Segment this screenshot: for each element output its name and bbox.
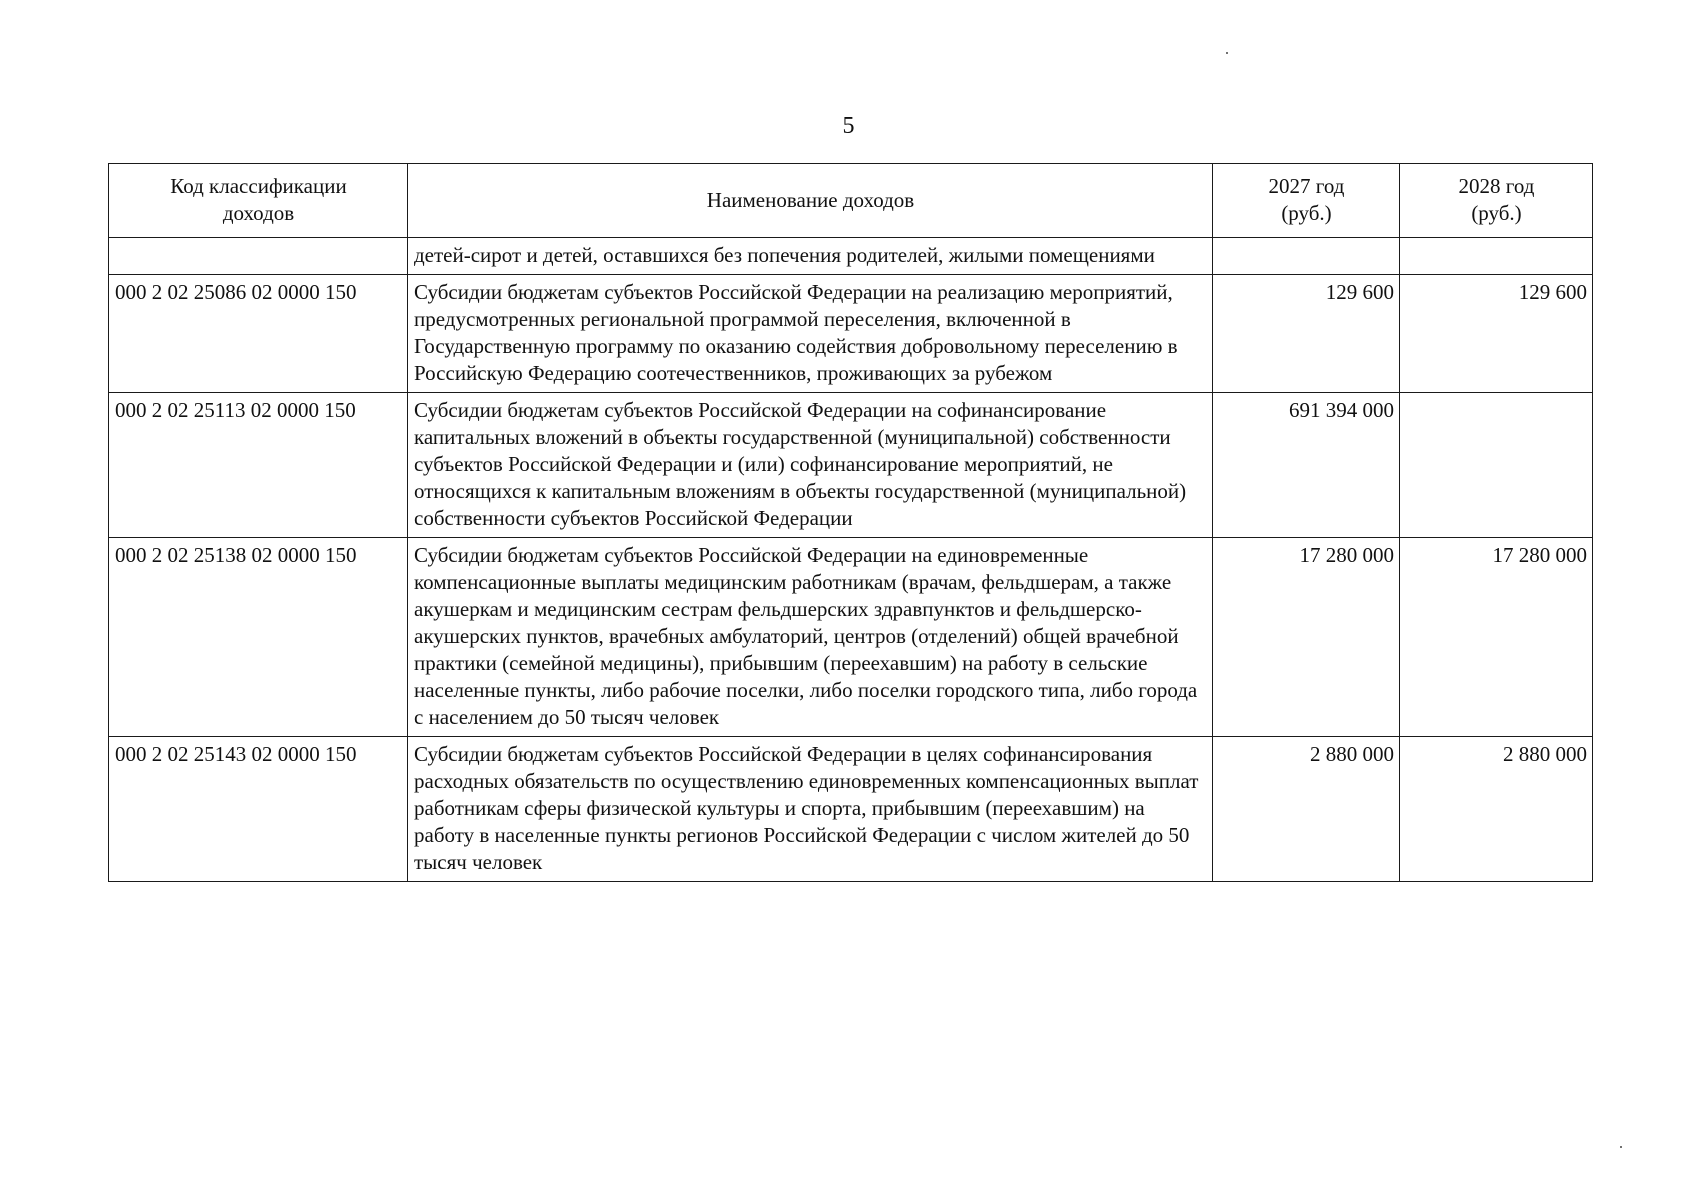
- table-row: [109, 238, 1593, 275]
- revenue-name: Субсидии бюджетам субъектов Российской Федерации на реализацию мероприятий, предусмотренных региональной программой переселения, включенной в Государственную программу по оказанию содействия добровольному переселению в Российскую Федерацию соотечественников, проживающих за рубежом: [408, 275, 1213, 393]
- table-row: [109, 393, 1593, 538]
- amount-2027: 129 600: [1213, 275, 1400, 393]
- revenue-name: детей-сирот и детей, оставшихся без попечения родителей, жилыми помещениями: [408, 238, 1213, 275]
- revenue-table: [108, 163, 1593, 882]
- table-header-row: [109, 164, 1593, 238]
- amount-2028: 129 600: [1400, 275, 1593, 393]
- header-code: [109, 164, 408, 238]
- amount-2028: 2 880 000: [1400, 737, 1593, 882]
- amount-2027: [1213, 238, 1400, 275]
- table-row: [109, 737, 1593, 882]
- header-year-2027: [1213, 164, 1400, 238]
- header-unit-line: (руб.): [1281, 201, 1332, 225]
- table-row: [109, 275, 1593, 393]
- amount-2027: 2 880 000: [1213, 737, 1400, 882]
- revenue-name: Субсидии бюджетам субъектов Российской Федерации на единовременные компенсационные выплаты медицинским работникам (врачам, фельдшерам, а также акушеркам и медицинским сестрам фельдшерских здравпунктов и фельдшерско-акушерских пунктов, врачебных амбулаторий, центров (отделений) общей врачебной практики (семейной медицины), прибывшим (переехавшим) на работу в сельские населенные пункты, либо рабочие поселки, либо поселки городского типа, либо города с населением до 50 тысяч человек: [408, 538, 1213, 737]
- classification-code: 000 2 02 25086 02 0000 150: [109, 275, 408, 393]
- header-name: Наименование доходов: [408, 164, 1213, 238]
- header-year-2028: [1400, 164, 1593, 238]
- header-year-line: 2027 год: [1268, 174, 1345, 198]
- revenue-name: Субсидии бюджетам субъектов Российской Федерации в целях софинансирования расходных обязательств по осуществлению единовременных компенсационных выплат работникам сферы физической культуры и спорта, прибывшим (переехавшим) на работу в населенные пункты регионов Российской Федерации с числом жителей до 50 тысяч человек: [408, 737, 1213, 882]
- classification-code: 000 2 02 25113 02 0000 150: [109, 393, 408, 538]
- scan-speck: [1226, 52, 1228, 54]
- amount-2027: 691 394 000: [1213, 393, 1400, 538]
- header-code-line: доходов: [222, 201, 295, 225]
- header-unit-line: (руб.): [1471, 201, 1522, 225]
- classification-code: 000 2 02 25138 02 0000 150: [109, 538, 408, 737]
- classification-code: 000 2 02 25143 02 0000 150: [109, 737, 408, 882]
- header-code-line: Код классификации: [170, 174, 347, 198]
- page-number: 5: [842, 113, 855, 139]
- table-row: [109, 538, 1593, 737]
- amount-2027: 17 280 000: [1213, 538, 1400, 737]
- revenue-name: Субсидии бюджетам субъектов Российской Федерации на софинансирование капитальных вложений в объекты государственной (муниципальной) собственности субъектов Российской Федерации и (или) софинансирование мероприятий, не относящихся к капитальным вложениям в объекты государственной (муниципальной) собственности субъектов Российской Федерации: [408, 393, 1213, 538]
- classification-code: [109, 238, 408, 275]
- scan-speck: [1620, 1146, 1622, 1148]
- amount-2028: [1400, 393, 1593, 538]
- amount-2028: 17 280 000: [1400, 538, 1593, 737]
- amount-2028: [1400, 238, 1593, 275]
- header-year-line: 2028 год: [1458, 174, 1535, 198]
